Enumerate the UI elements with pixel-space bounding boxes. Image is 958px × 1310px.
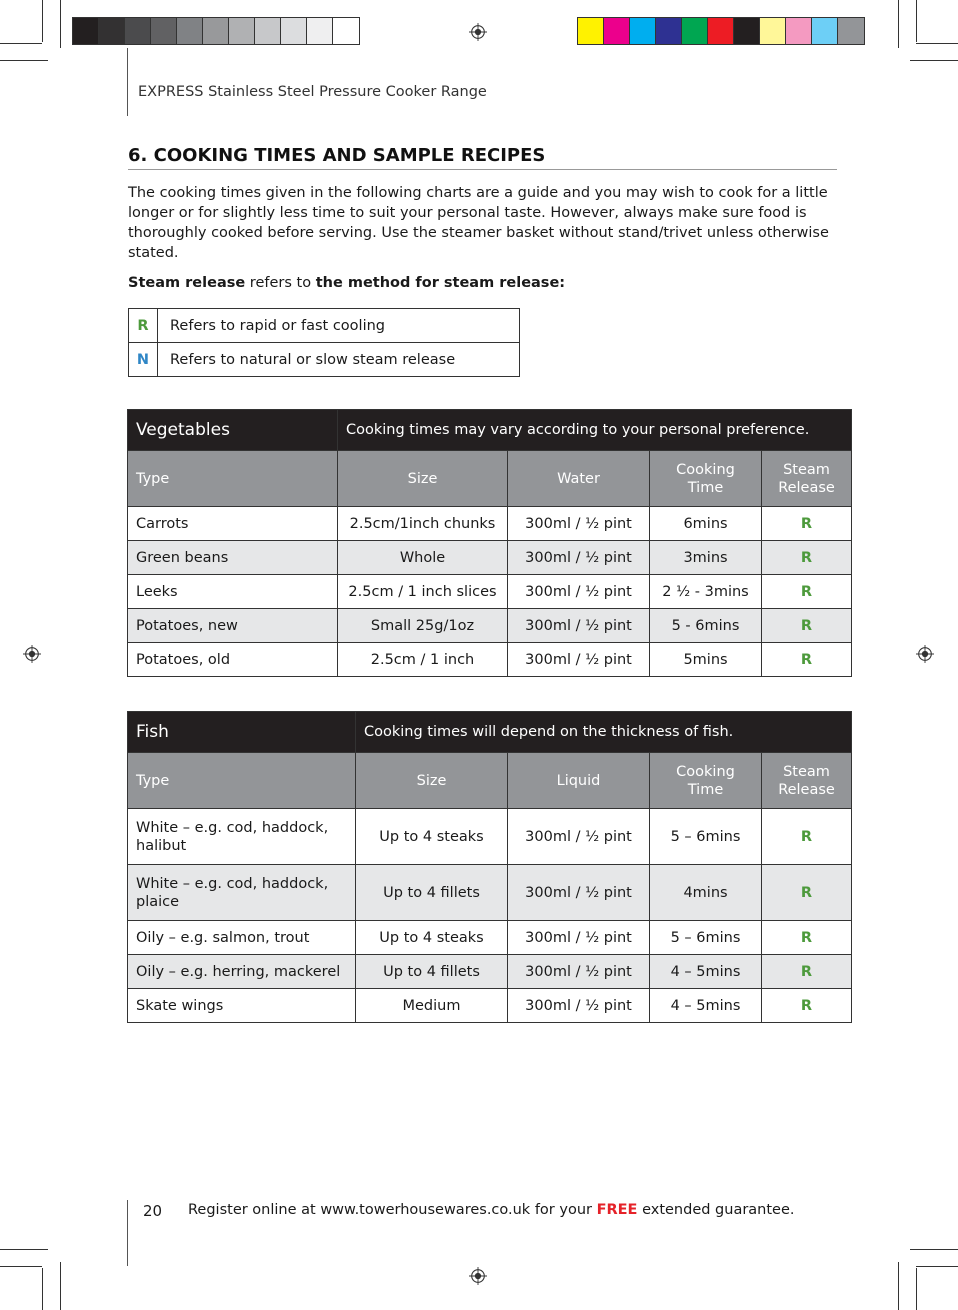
steam-note-method: the method for steam release: [315, 275, 566, 291]
steam-release-cell: R [762, 865, 852, 921]
crop-mark [916, 0, 917, 42]
column-header: Steam Release [762, 753, 852, 809]
margin-line [127, 1200, 128, 1266]
crop-mark [60, 1262, 61, 1310]
table-cell: 300ml / ½ pint [508, 989, 650, 1023]
crop-mark [898, 1262, 899, 1310]
table-cell: Medium [356, 989, 508, 1023]
table-cell: Up to 4 fillets [356, 955, 508, 989]
column-header: Type [128, 753, 356, 809]
steam-release-cell: R [762, 575, 852, 609]
steam-release-cell: R [762, 541, 852, 575]
table-cell: Leeks [128, 575, 338, 609]
steam-release-cell: R [762, 507, 852, 541]
steam-release-cell: R [762, 989, 852, 1023]
steam-release-note [128, 275, 565, 291]
fish-title: Fish [128, 712, 356, 753]
table-cell: Up to 4 fillets [356, 865, 508, 921]
table-cell: 2.5cm / 1 inch slices [338, 575, 508, 609]
table-row [128, 575, 852, 609]
color-swatch-bar [577, 17, 865, 45]
running-header: EXPRESS Stainless Steel Pressure Cooker Range [138, 84, 487, 100]
table-title-row [128, 410, 852, 451]
table-cell: 5 – 6mins [650, 809, 762, 865]
table-cell: 2.5cm/1inch chunks [338, 507, 508, 541]
color-swatch [307, 18, 333, 44]
table-cell: White – e.g. cod, haddock, halibut [128, 809, 356, 865]
table-title-row [128, 712, 852, 753]
crop-mark [910, 1249, 958, 1250]
table-cell: Potatoes, old [128, 643, 338, 677]
table-cell: 300ml / ½ pint [508, 609, 650, 643]
table-row [128, 643, 852, 677]
crop-mark [0, 1249, 48, 1250]
table-row [128, 921, 852, 955]
legend-code-rapid: R [129, 309, 158, 343]
crop-mark [42, 0, 43, 42]
color-swatch [656, 18, 682, 44]
table-cell: 5 – 6mins [650, 921, 762, 955]
color-swatch [255, 18, 281, 44]
column-header: Size [356, 753, 508, 809]
crop-mark [60, 0, 61, 48]
fish-table [127, 711, 852, 1023]
table-row [128, 865, 852, 921]
table-row [128, 507, 852, 541]
fish-note: Cooking times will depend on the thickness of fish. [356, 712, 852, 753]
margin-line [127, 48, 128, 116]
column-header: Cooking Time [650, 753, 762, 809]
table-row [128, 989, 852, 1023]
table-cell: 300ml / ½ pint [508, 955, 650, 989]
footer-text-after: extended guarantee. [637, 1202, 795, 1218]
column-header: Water [508, 451, 650, 507]
footer-text-before: Register online at www.towerhousewares.co.uk for your [188, 1202, 597, 1218]
crop-mark [910, 60, 958, 61]
legend-text-natural: Refers to natural or slow steam release [158, 343, 520, 377]
table-cell: 300ml / ½ pint [508, 507, 650, 541]
table-cell: Skate wings [128, 989, 356, 1023]
page-number: 20 [143, 1202, 163, 1220]
free-highlight: FREE [596, 1202, 638, 1218]
crop-mark [0, 43, 42, 44]
color-swatch [151, 18, 177, 44]
table-header-row [128, 753, 852, 809]
table-cell: 4 – 5mins [650, 989, 762, 1023]
vegetables-title: Vegetables [128, 410, 338, 451]
legend-row [129, 309, 520, 343]
registration-target-icon [469, 1267, 487, 1285]
table-cell: 4 – 5mins [650, 955, 762, 989]
crop-mark [916, 1268, 917, 1310]
steam-release-cell: R [762, 921, 852, 955]
column-header: Type [128, 451, 338, 507]
title-divider [128, 169, 837, 170]
table-cell: 2.5cm / 1 inch [338, 643, 508, 677]
legend-text-rapid: Refers to rapid or fast cooling [158, 309, 520, 343]
table-cell: 300ml / ½ pint [508, 921, 650, 955]
table-cell: 300ml / ½ pint [508, 643, 650, 677]
table-cell: 6mins [650, 507, 762, 541]
color-swatch [760, 18, 786, 44]
table-cell: Carrots [128, 507, 338, 541]
color-swatch [812, 18, 838, 44]
color-swatch [838, 18, 864, 44]
crop-mark [0, 1266, 42, 1267]
color-swatch [203, 18, 229, 44]
steam-release-cell: R [762, 955, 852, 989]
table-cell: Up to 4 steaks [356, 809, 508, 865]
color-swatch [604, 18, 630, 44]
table-cell: Oily – e.g. herring, mackerel [128, 955, 356, 989]
table-cell: Potatoes, new [128, 609, 338, 643]
color-swatch [333, 18, 359, 44]
table-row [128, 955, 852, 989]
steam-release-cell: R [762, 643, 852, 677]
steam-note-term: Steam release [128, 275, 246, 291]
column-header: Cooking Time [650, 451, 762, 507]
color-swatch [73, 18, 99, 44]
steam-release-cell: R [762, 609, 852, 643]
table-row [128, 541, 852, 575]
table-cell: 300ml / ½ pint [508, 575, 650, 609]
column-header: Size [338, 451, 508, 507]
color-swatch [682, 18, 708, 44]
table-cell: Whole [338, 541, 508, 575]
footer-guarantee-text [188, 1202, 795, 1218]
greyscale-swatch-bar [72, 17, 360, 45]
color-swatch [630, 18, 656, 44]
crop-mark [916, 1266, 958, 1267]
table-cell: 300ml / ½ pint [508, 865, 650, 921]
color-swatch [177, 18, 203, 44]
table-cell: 3mins [650, 541, 762, 575]
legend-code-natural: N [129, 343, 158, 377]
registration-target-icon [916, 645, 934, 663]
table-cell: Small 25g/1oz [338, 609, 508, 643]
column-header: Liquid [508, 753, 650, 809]
table-cell: Up to 4 steaks [356, 921, 508, 955]
steam-release-legend [128, 308, 520, 377]
table-cell: Green beans [128, 541, 338, 575]
table-cell: 5 - 6mins [650, 609, 762, 643]
color-swatch [708, 18, 734, 44]
column-header: Steam Release [762, 451, 852, 507]
registration-target-icon [469, 23, 487, 41]
steam-note-connector: refers to [245, 275, 316, 291]
color-swatch [281, 18, 307, 44]
intro-paragraph: The cooking times given in the following charts are a guide and you may wish to cook for a little longer or for slightly less time to suit your personal taste. However, always make sure food is thoroughly cooked before serving. Use the steamer basket without stand/trivet unless otherwise stated. [128, 185, 829, 261]
color-swatch [578, 18, 604, 44]
crop-mark [0, 60, 48, 61]
crop-mark [898, 0, 899, 48]
table-row [128, 809, 852, 865]
legend-row [129, 343, 520, 377]
table-cell: 2 ½ - 3mins [650, 575, 762, 609]
table-cell: 5mins [650, 643, 762, 677]
table-cell: 300ml / ½ pint [508, 541, 650, 575]
crop-mark [916, 43, 958, 44]
color-swatch [229, 18, 255, 44]
registration-target-icon [23, 645, 41, 663]
table-cell: White – e.g. cod, haddock, plaice [128, 865, 356, 921]
vegetables-table [127, 409, 852, 677]
crop-mark [42, 1268, 43, 1310]
color-swatch [99, 18, 125, 44]
color-swatch [734, 18, 760, 44]
section-title: 6. COOKING TIMES AND SAMPLE RECIPES [128, 145, 546, 166]
steam-release-cell: R [762, 809, 852, 865]
vegetables-note: Cooking times may vary according to your personal preference. [338, 410, 852, 451]
table-cell: Oily – e.g. salmon, trout [128, 921, 356, 955]
color-swatch [125, 18, 151, 44]
table-header-row [128, 451, 852, 507]
table-cell: 4mins [650, 865, 762, 921]
table-row [128, 609, 852, 643]
table-cell: 300ml / ½ pint [508, 809, 650, 865]
color-swatch [786, 18, 812, 44]
